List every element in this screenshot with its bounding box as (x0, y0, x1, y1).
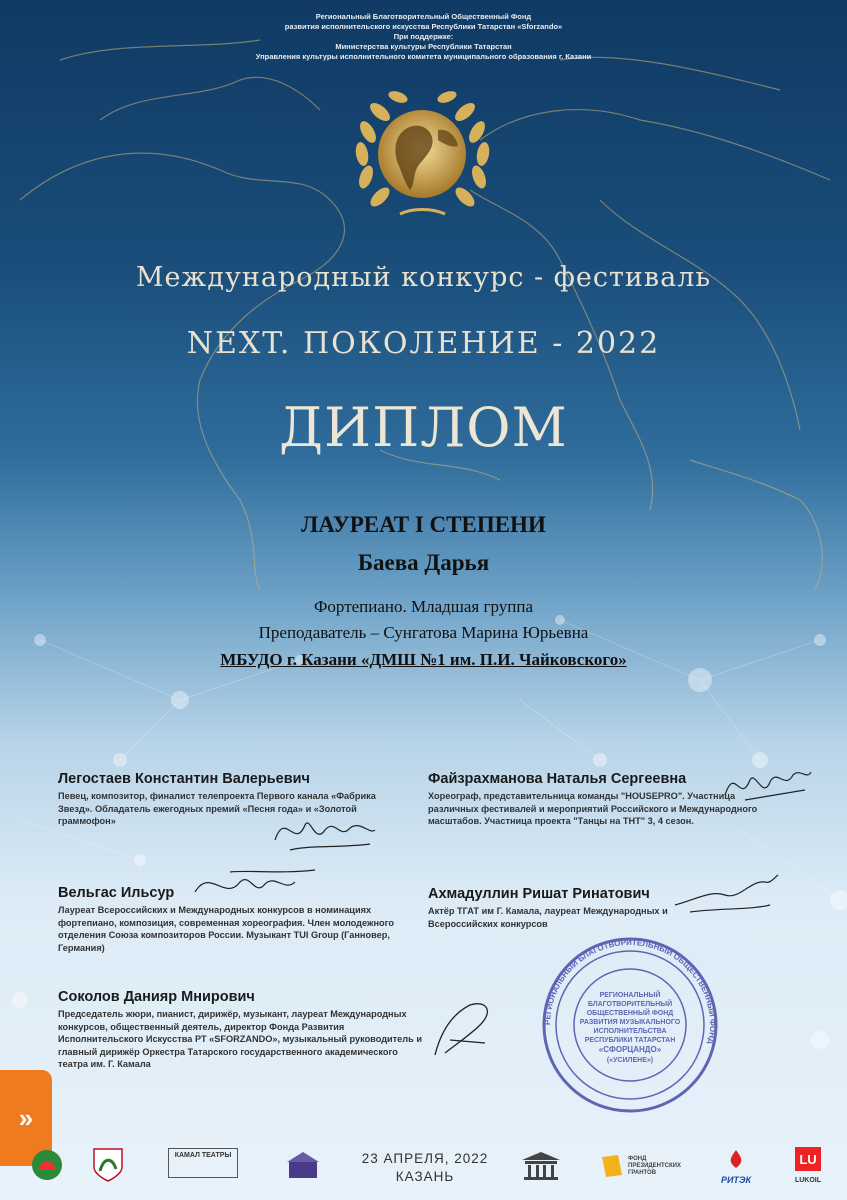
diploma-title: ДИПЛОМ (279, 396, 568, 459)
competition-title: NEXT. ПОКОЛЕНИЕ - 2022 (186, 326, 661, 361)
lukoil-logo (788, 1146, 828, 1186)
stamp-ring-text: РЕГИОНАЛЬНЫЙ БЛАГОТВОРИТЕЛЬНЫЙ ОБЩЕСТВЕННЫЙ ФОНД (542, 937, 718, 1045)
fund-building-logo (520, 1150, 562, 1182)
festival-title: Международный конкурс - фестиваль (135, 262, 712, 293)
date-and-place (330, 1150, 520, 1186)
jury-description: Актёр ТГАТ им Г. Камала, лауреат Международных и Всероссийских конкурсов (428, 906, 668, 929)
stamp-text: БЛАГОТВОРИТЕЛЬНЫЙ (587, 1001, 673, 1008)
event-city: КАЗАНЬ (395, 1169, 455, 1184)
signature (715, 760, 815, 810)
header-line: развития исполнительского искусства Республики Татарстан «Sforzando» (284, 22, 563, 31)
theatre-building-logo (285, 1148, 321, 1182)
kamal-theatre-logo (168, 1148, 238, 1178)
header-line: При поддержке: (393, 32, 454, 41)
signature (670, 870, 780, 920)
svg-text:LU: LU (799, 1152, 817, 1167)
logo-label: ПРЕЗИДЕНТСКИХ (628, 1162, 681, 1169)
laurel-globe-emblem (340, 82, 505, 232)
stamp-text: ИСПОЛНИТЕЛЬСТВА (593, 1028, 667, 1035)
jury-member (58, 989, 428, 1071)
student-name: Баева Дарья (357, 550, 490, 575)
signature (270, 800, 380, 860)
jury-name: Вельгас Ильсур (58, 885, 175, 901)
teacher: Преподаватель – Сунгатова Марина Юрьевна (258, 623, 589, 642)
double-chevron-right-icon: » (18, 1102, 34, 1133)
grants-icon (600, 1153, 624, 1179)
organizer-header (0, 12, 847, 62)
kazan-coat-of-arms-logo (92, 1145, 124, 1183)
stamp-text: («УСИЛЕНЕ») (606, 1057, 654, 1064)
header-line: Управления культуры исполнительного комитета муниципального образования г. Казани (255, 52, 592, 61)
ritek-drop-icon (714, 1148, 758, 1170)
presidential-grants-fund-logo (600, 1150, 710, 1182)
school-name: МБУДО г. Казани «ДМШ №1 им. П.И. Чайковского» (220, 650, 627, 669)
jury-description: Лауреат Всероссийских и Международных конкурсов в номинациях фортепиано, композиция, современная хореография. Член молодежного отделения Союза композиторов России. Музыкант TUI Group (Ганновер, Германия) (58, 905, 394, 953)
logo-label: ГРАНТОВ (628, 1169, 657, 1176)
stamp-text: ОБЩЕСТВЕННЫЙ ФОНД (586, 1010, 674, 1017)
stamp-text: РЕСПУБЛИКИ ТАТАРСТАН (584, 1037, 676, 1044)
lukoil-emblem-icon (794, 1146, 822, 1172)
stamp-text: РЕГИОНАЛЬНЫЙ (599, 992, 661, 999)
jury-name: Соколов Данияр Мнирович (58, 989, 255, 1005)
stamp-text: «СФОРЦАНДО» (598, 1045, 662, 1054)
jury-name: Ахмадуллин Ришат Ринатович (428, 886, 650, 902)
logo-label: LUKOIL (794, 1177, 822, 1184)
jury-name: Файзрахманова Наталья Сергеевна (428, 771, 687, 787)
signature (190, 862, 320, 912)
logo-label: РИТЭК (720, 1175, 752, 1185)
header-line: Министерства культуры Республики Татарстан (335, 42, 512, 51)
award-degree: ЛАУРЕАТ I СТЕПЕНИ (301, 512, 546, 537)
logo-label: ФОНД (628, 1155, 647, 1162)
event-date: 23 АПРЕЛЯ, 2022 (361, 1151, 489, 1166)
logo-label: КАМАЛ ТЕАТРЫ (174, 1152, 232, 1159)
jury-description: Хореограф, представительница команды "HOUSEPRO". Участница различных фестивалей и мероприятий Российского и Международного масштабов. Участница проекта "Танцы на ТНТ" 3, 4 сезон. (428, 791, 758, 826)
jury-description: Председатель жюри, пианист, дирижёр, музыкант, лауреат Международных конкурсов, общественный деятель, директор Фонда Развития Исполнительского Искусства РТ «SFORZANDO», музыкальный руководитель и главный дирижёр Оркестра Татарского государственного академического театра им. Г. Камала (58, 1009, 422, 1069)
header-line: Региональный Благотворительный Общественный Фонд (315, 12, 532, 21)
signature (425, 995, 505, 1065)
tatarstan-emblem-logo (30, 1148, 64, 1182)
official-stamp (540, 935, 720, 1115)
nomination: Фортепиано. Младшая группа (313, 597, 533, 616)
stamp-text: РАЗВИТИЯ МУЗЫКАЛЬНОГО (579, 1019, 681, 1026)
jury-name: Легостаев Константин Валерьевич (58, 771, 310, 787)
ritek-logo (714, 1148, 758, 1184)
jury-description: Певец, композитор, финалист телепроекта Первого канала «Фабрика Звезд». Обладатель ежегодных премий «Песня года» и «Золотой граммофон» (58, 791, 376, 826)
